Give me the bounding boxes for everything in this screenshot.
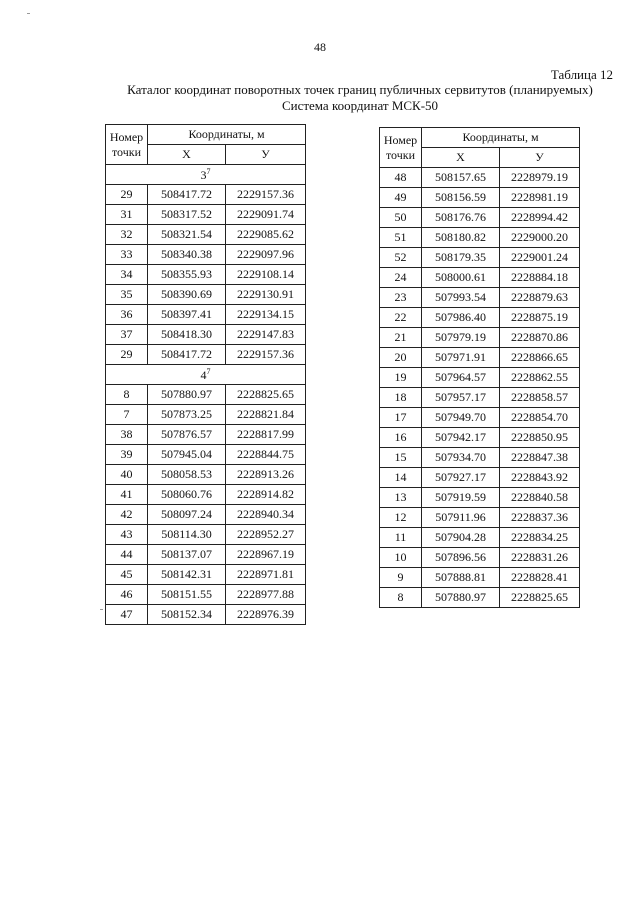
cell-y: 2229134.15 <box>226 305 306 325</box>
cell-x: 507949.70 <box>422 408 500 428</box>
table-row <box>380 428 580 448</box>
cell-y: 2228914.82 <box>226 485 306 505</box>
cell-x: 508058.53 <box>148 465 226 485</box>
cell-y: 2228843.92 <box>500 468 580 488</box>
cell-x: 508179.35 <box>422 248 500 268</box>
cell-y: 2228840.58 <box>500 488 580 508</box>
cell-x: 508390.69 <box>148 285 226 305</box>
cell-y: 2229001.24 <box>500 248 580 268</box>
cell-x: 507911.96 <box>422 508 500 528</box>
cell-point-number: 31 <box>106 205 148 225</box>
cell-y: 2228862.55 <box>500 368 580 388</box>
table-label: Таблица 12 <box>550 67 613 82</box>
cell-point-number: 48 <box>380 168 422 188</box>
cell-point-number: 47 <box>106 605 148 625</box>
cell-y: 2228875.19 <box>500 308 580 328</box>
cell-y: 2228977.88 <box>226 585 306 605</box>
table-row <box>106 185 306 205</box>
table-row <box>380 548 580 568</box>
cell-y: 2228870.86 <box>500 328 580 348</box>
table-row <box>380 448 580 468</box>
cell-x: 508114.30 <box>148 525 226 545</box>
cell-y: 2228847.38 <box>500 448 580 468</box>
cell-point-number: 22 <box>380 308 422 328</box>
cell-point-number: 24 <box>380 268 422 288</box>
table-row <box>380 348 580 368</box>
table-row <box>380 408 580 428</box>
coordinates-table-left <box>105 124 306 625</box>
cell-x: 508097.24 <box>148 505 226 525</box>
cell-y: 2229097.96 <box>226 245 306 265</box>
page-number: 48 <box>314 40 326 54</box>
coordinates-table-right <box>379 127 580 608</box>
cell-point-number: 46 <box>106 585 148 605</box>
header-x: X <box>148 145 226 165</box>
cell-y: 2228979.19 <box>500 168 580 188</box>
table-row <box>106 305 306 325</box>
cell-point-number: 39 <box>106 445 148 465</box>
cell-point-number: 8 <box>380 588 422 608</box>
cell-x: 507934.70 <box>422 448 500 468</box>
cell-point-number: 16 <box>380 428 422 448</box>
cell-x: 508060.76 <box>148 485 226 505</box>
cell-y: 2229000.20 <box>500 228 580 248</box>
cell-point-number: 33 <box>106 245 148 265</box>
cell-y: 2228971.81 <box>226 565 306 585</box>
cell-x: 507880.97 <box>148 385 226 405</box>
section-row <box>106 365 306 385</box>
cell-x: 508397.41 <box>148 305 226 325</box>
cell-y: 2228976.39 <box>226 605 306 625</box>
cell-point-number: 44 <box>106 545 148 565</box>
cell-point-number: 14 <box>380 468 422 488</box>
cell-point-number: 13 <box>380 488 422 508</box>
cell-point-number: 38 <box>106 425 148 445</box>
table-row <box>106 265 306 285</box>
cell-y: 2228854.70 <box>500 408 580 428</box>
cell-x: 507957.17 <box>422 388 500 408</box>
table-row <box>380 248 580 268</box>
cell-y: 2228825.65 <box>500 588 580 608</box>
cell-y: 2229147.83 <box>226 325 306 345</box>
cell-point-number: 41 <box>106 485 148 505</box>
section-label: $3^7$ <box>106 165 306 185</box>
table-row <box>380 468 580 488</box>
cell-x: 508417.72 <box>148 345 226 365</box>
cell-point-number: 49 <box>380 188 422 208</box>
cell-point-number: 17 <box>380 408 422 428</box>
cell-y: 2228913.26 <box>226 465 306 485</box>
cell-x: 508142.31 <box>148 565 226 585</box>
cell-x: 508157.65 <box>422 168 500 188</box>
cell-x: 508317.52 <box>148 205 226 225</box>
cell-y: 2228831.26 <box>500 548 580 568</box>
cell-x: 508137.07 <box>148 545 226 565</box>
table-row <box>106 385 306 405</box>
table-row <box>380 568 580 588</box>
section-row <box>106 165 306 185</box>
cell-x: 507873.25 <box>148 405 226 425</box>
cell-y: 2229130.91 <box>226 285 306 305</box>
cell-point-number: 29 <box>106 185 148 205</box>
table-row <box>380 168 580 188</box>
table-row <box>380 508 580 528</box>
cell-point-number: 21 <box>380 328 422 348</box>
cell-x: 507993.54 <box>422 288 500 308</box>
table-row <box>106 505 306 525</box>
cell-point-number: 8 <box>106 385 148 405</box>
table-row <box>380 188 580 208</box>
table-row <box>106 285 306 305</box>
cell-x: 507945.04 <box>148 445 226 465</box>
header-point-number: Номер точки <box>106 125 148 165</box>
cell-x: 508000.61 <box>422 268 500 288</box>
cell-point-number: 37 <box>106 325 148 345</box>
cell-x: 508417.72 <box>148 185 226 205</box>
header-y: У <box>226 145 306 165</box>
cell-point-number: 52 <box>380 248 422 268</box>
cell-point-number: 19 <box>380 368 422 388</box>
table-row <box>106 405 306 425</box>
cell-x: 508152.34 <box>148 605 226 625</box>
cell-point-number: 43 <box>106 525 148 545</box>
cell-y: 2228828.41 <box>500 568 580 588</box>
table-row <box>106 205 306 225</box>
cell-point-number: 15 <box>380 448 422 468</box>
cell-x: 507942.17 <box>422 428 500 448</box>
cell-point-number: 9 <box>380 568 422 588</box>
cell-point-number: 7 <box>106 405 148 425</box>
cell-x: 508180.82 <box>422 228 500 248</box>
table-row <box>380 488 580 508</box>
table-row <box>380 368 580 388</box>
cell-x: 507896.56 <box>422 548 500 568</box>
table-row <box>380 308 580 328</box>
table-row <box>106 225 306 245</box>
table-row <box>106 565 306 585</box>
table-row <box>380 208 580 228</box>
table-row <box>106 425 306 445</box>
table-row <box>380 588 580 608</box>
header-point-number: Номер точки <box>380 128 422 168</box>
cell-x: 507964.57 <box>422 368 500 388</box>
cell-x: 507971.91 <box>422 348 500 368</box>
cell-y: 2228879.63 <box>500 288 580 308</box>
cell-y: 2229108.14 <box>226 265 306 285</box>
cell-x: 508418.30 <box>148 325 226 345</box>
table-row <box>380 268 580 288</box>
header-coordinates: Координаты, м <box>422 128 580 148</box>
cell-x: 507927.17 <box>422 468 500 488</box>
cell-x: 507880.97 <box>422 588 500 608</box>
cell-x: 508340.38 <box>148 245 226 265</box>
cell-y: 2228817.99 <box>226 425 306 445</box>
cell-x: 508176.76 <box>422 208 500 228</box>
cell-y: 2228844.75 <box>226 445 306 465</box>
cell-y: 2228884.18 <box>500 268 580 288</box>
title-line-catalog: Каталог координат поворотных точек границ публичных сервитутов (планируемых) <box>127 82 593 97</box>
cell-y: 2229157.36 <box>226 185 306 205</box>
cell-x: 507979.19 <box>422 328 500 348</box>
cell-y: 2228825.65 <box>226 385 306 405</box>
cell-point-number: 35 <box>106 285 148 305</box>
cell-y: 2228866.65 <box>500 348 580 368</box>
table-row <box>106 485 306 505</box>
cell-point-number: 29 <box>106 345 148 365</box>
scan-mark <box>27 13 30 14</box>
cell-x: 508156.59 <box>422 188 500 208</box>
cell-point-number: 11 <box>380 528 422 548</box>
cell-x: 508355.93 <box>148 265 226 285</box>
cell-point-number: 51 <box>380 228 422 248</box>
cell-y: 2228940.34 <box>226 505 306 525</box>
cell-point-number: 42 <box>106 505 148 525</box>
table-row <box>106 585 306 605</box>
cell-x: 507986.40 <box>422 308 500 328</box>
scan-mark <box>100 609 103 610</box>
title-line-system: Система координат МСК-50 <box>281 98 439 113</box>
cell-y: 2228994.42 <box>500 208 580 228</box>
section-label: $4^7$ <box>106 365 306 385</box>
cell-y: 2228834.25 <box>500 528 580 548</box>
table-row <box>106 545 306 565</box>
table-row <box>106 245 306 265</box>
cell-y: 2229085.62 <box>226 225 306 245</box>
cell-x: 507888.81 <box>422 568 500 588</box>
cell-y: 2228821.84 <box>226 405 306 425</box>
table-row <box>380 288 580 308</box>
table-row <box>380 328 580 348</box>
table-row <box>380 528 580 548</box>
cell-point-number: 12 <box>380 508 422 528</box>
header-coordinates: Координаты, м <box>148 125 306 145</box>
table-row <box>106 525 306 545</box>
cell-x: 508151.55 <box>148 585 226 605</box>
table-row <box>106 345 306 365</box>
cell-point-number: 40 <box>106 465 148 485</box>
cell-point-number: 36 <box>106 305 148 325</box>
cell-point-number: 23 <box>380 288 422 308</box>
cell-y: 2228850.95 <box>500 428 580 448</box>
cell-y: 2228981.19 <box>500 188 580 208</box>
cell-x: 508321.54 <box>148 225 226 245</box>
cell-point-number: 50 <box>380 208 422 228</box>
cell-point-number: 34 <box>106 265 148 285</box>
cell-point-number: 45 <box>106 565 148 585</box>
cell-point-number: 20 <box>380 348 422 368</box>
cell-y: 2229091.74 <box>226 205 306 225</box>
cell-x: 507919.59 <box>422 488 500 508</box>
page-title <box>60 82 640 114</box>
cell-point-number: 18 <box>380 388 422 408</box>
table-row <box>106 445 306 465</box>
table-row <box>380 388 580 408</box>
cell-y: 2228837.36 <box>500 508 580 528</box>
header-x: X <box>422 148 500 168</box>
table-row <box>106 325 306 345</box>
cell-x: 507876.57 <box>148 425 226 445</box>
header-y: У <box>500 148 580 168</box>
cell-point-number: 10 <box>380 548 422 568</box>
table-row <box>106 605 306 625</box>
cell-y: 2229157.36 <box>226 345 306 365</box>
cell-x: 507904.28 <box>422 528 500 548</box>
table-row <box>106 465 306 485</box>
cell-y: 2228858.57 <box>500 388 580 408</box>
cell-point-number: 32 <box>106 225 148 245</box>
table-row <box>380 228 580 248</box>
cell-y: 2228967.19 <box>226 545 306 565</box>
cell-y: 2228952.27 <box>226 525 306 545</box>
